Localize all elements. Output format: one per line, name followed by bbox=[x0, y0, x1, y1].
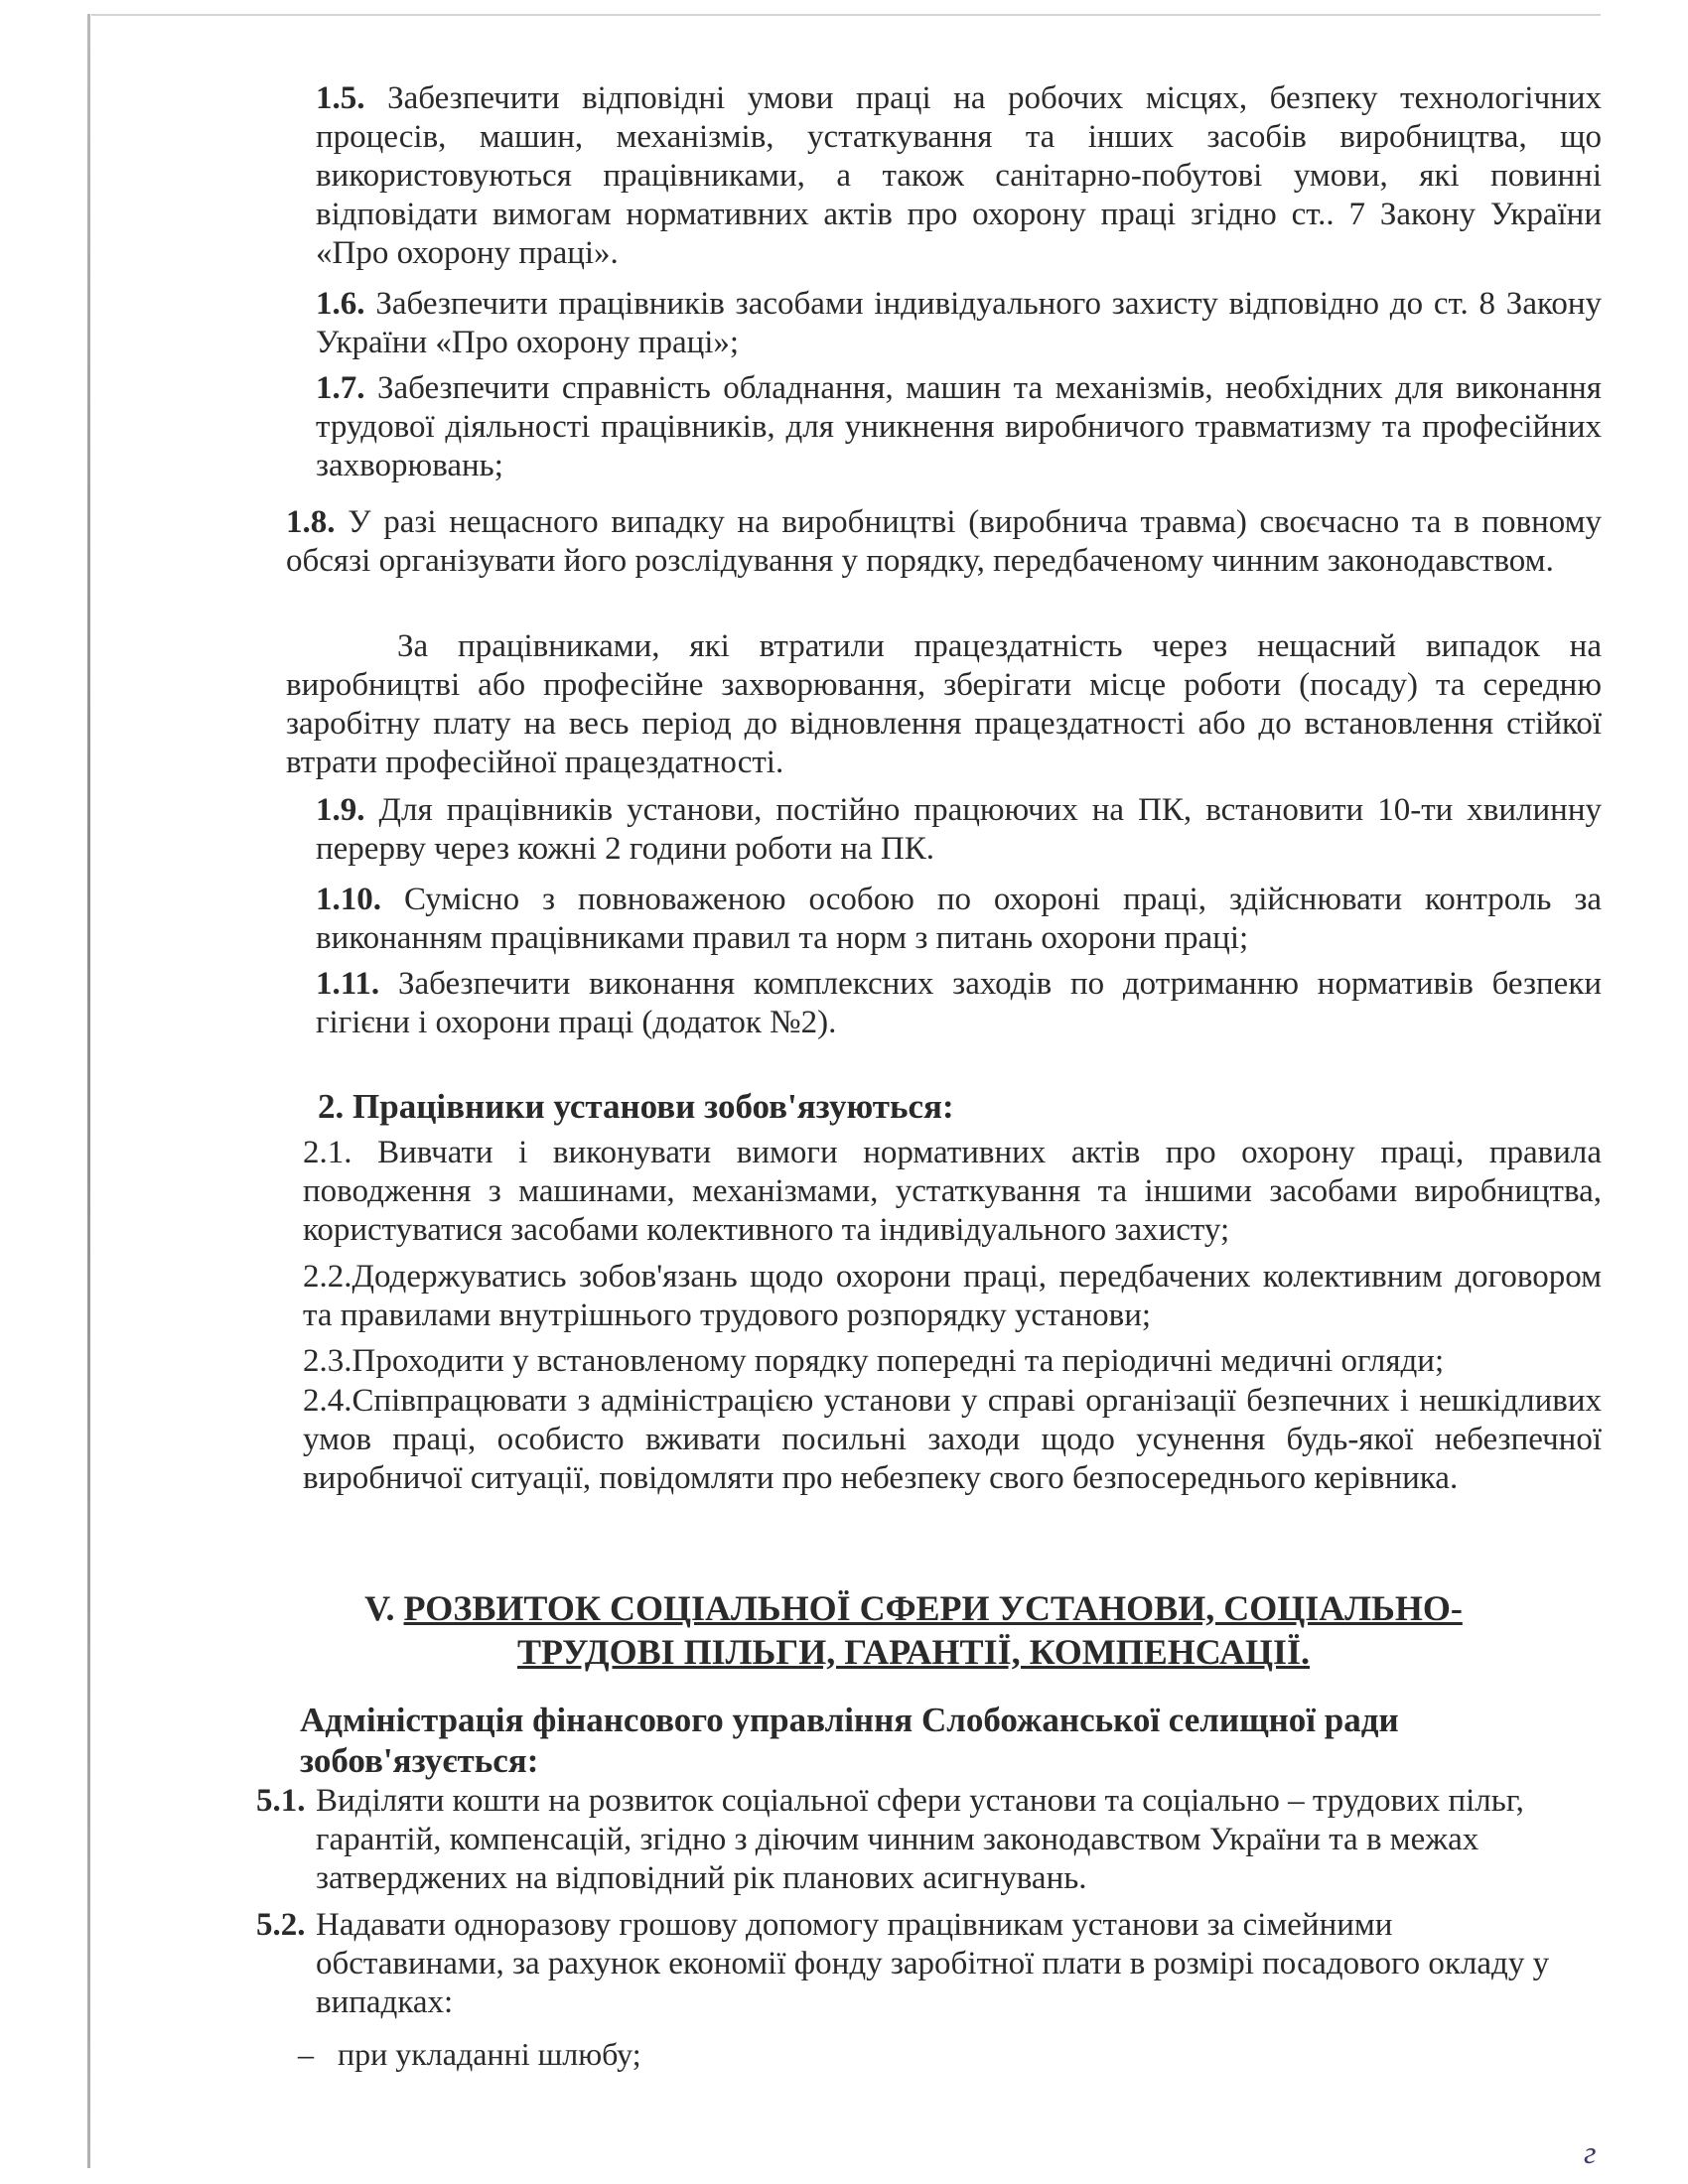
item-1-5 bbox=[316, 79, 1602, 273]
dash-item-text: при укладанні шлюбу; bbox=[338, 2036, 641, 2072]
item-text: Виділяти кошти на розвиток соціальної сфери установи та соціально – трудових пільг, гарантій, компенсацій, згідно з діючим чинним законодавством України та в межах затверджених на відповідний рік планових асигнувань. bbox=[316, 1783, 1524, 1896]
item-text: Забезпечити відповідні умови праці на робочих місцях, безпеку технологічних процесів, машин, механізмів, устаткування та інших засобів виробництва, що використовуються працівниками, а також санітарно-побутові умови, які повинні відповідати вимогам нормативних актів про охорону праці згідно ст.. 7 Закону України «Про охорону праці». bbox=[316, 80, 1603, 271]
scan-edge-top bbox=[91, 14, 1601, 16]
item-text: У разі нещасного випадку на виробництві (виробнича травма) своєчасно та в повному обсязі організувати його розслідування у порядку, передбаченому чинним законодавством. bbox=[286, 504, 1602, 579]
item-number: 5.2. bbox=[256, 1907, 306, 1943]
item-2-3: 2.3.Проходити у встановленому порядку попередні та періодичні медичні огляди; bbox=[303, 1343, 1445, 1379]
dash-list-item bbox=[298, 2035, 641, 2073]
item-1-8-continuation bbox=[286, 627, 1602, 782]
item-5-1 bbox=[256, 1782, 1582, 1898]
item-number: 1.9. bbox=[316, 792, 365, 828]
section-5-title bbox=[298, 1586, 1529, 1674]
item-text: Забезпечити справність обладнання, машин та механізмів, необхідних для виконання трудової діяльності працівників, для уникнення виробничого травматизму та професійних захворювань; bbox=[316, 370, 1602, 483]
section-5-title-line-2 bbox=[298, 1630, 1529, 1674]
section-2-heading: 2. Працівники установи зобов'язуються: bbox=[318, 1087, 954, 1126]
item-1-7 bbox=[316, 369, 1602, 485]
scan-edge-left bbox=[87, 14, 90, 2168]
section-5-title-text-1: РОЗВИТОК СОЦІАЛЬНОЇ СФЕРИ УСТАНОВИ, СОЦІАЛЬНО- bbox=[403, 1588, 1463, 1628]
item-number: 5.1. bbox=[256, 1783, 306, 1819]
item-text: Забезпечити виконання комплексних заходів по дотриманню нормативів безпеки гігієни і охорони праці (додаток №2). bbox=[316, 966, 1603, 1040]
item-text: Для працівників установи, постійно працюючих на ПК, встановити 10-ти хвилинну перерву через кожні 2 години роботи на ПК. bbox=[316, 792, 1602, 867]
admin-heading: Адміністрація фінансового управління Слобожанської селищної ради зобов'язується: bbox=[300, 1701, 1399, 1780]
item-number: 1.10. bbox=[316, 882, 381, 917]
item-number: 1.11. bbox=[316, 966, 380, 1002]
section-5-title-text-2: ТРУДОВІ ПІЛЬГИ, ГАРАНТІЇ, КОМПЕНСАЦІЇ. bbox=[516, 1632, 1311, 1672]
item-1-9 bbox=[316, 791, 1602, 869]
item-1-6 bbox=[316, 285, 1602, 362]
item-1-11 bbox=[316, 965, 1602, 1042]
item-number: 1.7. bbox=[316, 370, 365, 406]
item-2-2: 2.2.Додержуватись зобов'язань щодо охорони праці, передбачених колективним договором та правилами внутрішнього трудового розпорядку установи; bbox=[303, 1259, 1602, 1333]
item-text: Сумісно з повноваженою особою по охороні праці, здійснювати контроль за виконанням працівниками правил та норм з питань охорони праці; bbox=[316, 882, 1602, 956]
item-number: 1.6. bbox=[316, 286, 365, 322]
item-2-1: 2.1. Вивчати і виконувати вимоги нормативних актів про охорону праці, правила поводження з машинами, механізмами, устаткування та іншими засобами виробництва, користуватися засобами колективного та індивідуального захисту; bbox=[303, 1135, 1602, 1248]
item-1-10 bbox=[316, 881, 1602, 958]
item-number: 1.5. bbox=[316, 80, 365, 116]
dash-icon: – bbox=[298, 2036, 338, 2072]
section-5-title-line-1 bbox=[298, 1586, 1529, 1630]
item-number: 1.8. bbox=[286, 504, 336, 540]
item-text: За працівниками, які втратили працездатність через нещасний випадок на виробництві або професійне захворювання, зберігати місце роботи (посаду) та середню заробітну плату на весь період до відновлення працездатності або до встановлення стійкої втрати професійної працездатності. bbox=[286, 628, 1602, 780]
page-mark: г bbox=[1584, 2134, 1597, 2170]
item-text: Надавати одноразову грошову допомогу працівникам установи за сімейними обставинами, за рахунок економії фонду заробітної плати в розмірі посадового окладу у випадках: bbox=[316, 1907, 1550, 2020]
item-5-2 bbox=[256, 1906, 1582, 2022]
item-2-4: 2.4.Співпрацювати з адміністрацією установи у справі організації безпечних і нешкідливих умов праці, особисто вживати посильні заходи щодо усунення будь-якої небезпечної виробничої ситуації, повідомляти про небезпеку свого безпосереднього керівника. bbox=[303, 1383, 1602, 1496]
section-5-roman: V. bbox=[364, 1588, 395, 1628]
item-text: Забезпечити працівників засобами індивідуального захисту відповідно до ст. 8 Закону України «Про охорону праці»; bbox=[316, 286, 1602, 360]
item-1-8 bbox=[286, 503, 1602, 581]
